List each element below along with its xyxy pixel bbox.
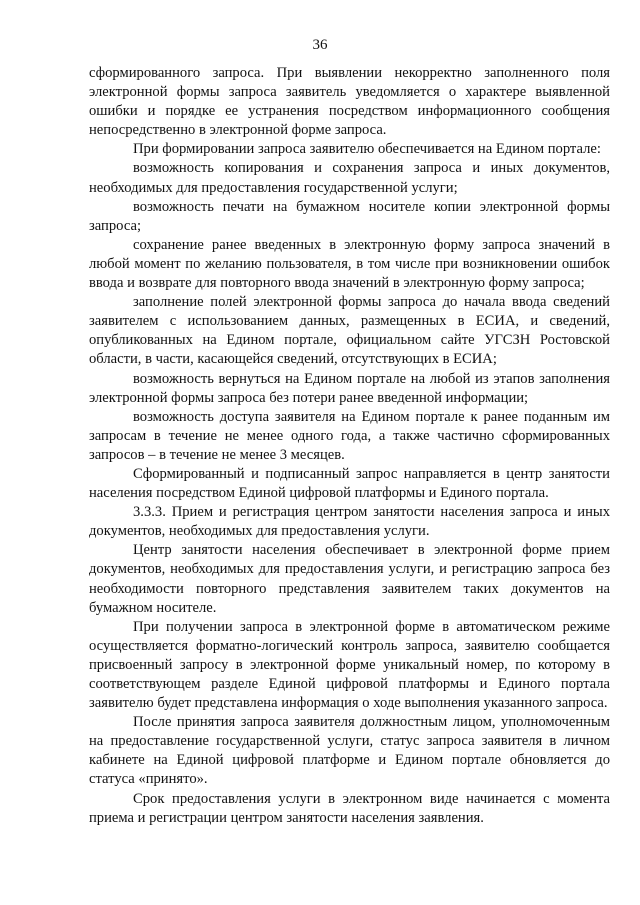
- list-item: возможность печати на бумажном носителе копии электронной формы запроса;: [89, 198, 610, 234]
- paragraph: Центр занятости населения обеспечивает в электронной форме прием документов, необходимых для предоставления услуги, и регистрацию запроса без необходимости повторного представления заявителем таких документов на бумажном носителе.: [89, 542, 610, 616]
- list-item: заполнение полей электронной формы запроса до начала ввода сведений заявителем с использованием данных, размещенных в ЕСИА, и сведений, опубликованных на Едином портале, официальном сайте УГСЗН Ростовской области, в части, касающейся сведений, отсутствующих в ЕСИА;: [89, 294, 610, 368]
- list-item: возможность доступа заявителя на Едином портале к ранее поданным им запросам в течение не менее одного года, а также частично сформированных запросов – в течение не менее 3 месяцев.: [89, 408, 610, 463]
- body-text: [89, 64, 610, 828]
- paragraph: После принятия запроса заявителя должностным лицом, уполномоченным на предоставление государственной услуги, статус запроса заявителя в личном кабинете на Единой цифровой платформе и Едином портале обновляется до статуса «принято».: [89, 714, 610, 788]
- list-item: возможность вернуться на Едином портале на любой из этапов заполнения электронной формы запроса без потери ранее введенной информации;: [89, 370, 610, 406]
- paragraph: При формировании запроса заявителю обеспечивается на Едином портале:: [133, 141, 601, 158]
- page-number: 36: [312, 37, 328, 53]
- paragraph: сформированного запроса. При выявлении некорректно заполненного поля электронной формы запроса заявитель уведомляется о характере выявленной ошибки и порядке ее устранения посредством информационного сообщения непосредственно в электронной форме запроса.: [89, 65, 610, 139]
- section-heading: 3.3.3. Прием и регистрация центром занятости населения запроса и иных документов, необходимых для предоставления услуги.: [89, 504, 610, 540]
- list-item: возможность копирования и сохранения запроса и иных документов, необходимых для предоставления государственной услуги;: [89, 160, 610, 196]
- paragraph: Сформированный и подписанный запрос направляется в центр занятости населения посредством Единой цифровой платформы и Единого портала.: [89, 465, 610, 502]
- paragraph: При получении запроса в электронной форме в автоматическом режиме осуществляется форматно-логический контроль запроса, заявителю сообщается присвоенный запросу в электронной форме уникальный номер, по которому в соответствующем разделе Единой цифровой платформы и Единого портала заявителю будет представлена информация о ходе выполнения указанного запроса.: [89, 618, 610, 712]
- paragraph: Срок предоставления услуги в электронном виде начинается с момента приема и регистрации центром занятости населения заявления.: [89, 790, 610, 826]
- list-item: сохранение ранее введенных в электронную форму запроса значений в любой момент по желанию пользователя, в том числе при возникновении ошибок ввода и возврате для повторного ввода значений в электронную форму запроса;: [89, 236, 610, 292]
